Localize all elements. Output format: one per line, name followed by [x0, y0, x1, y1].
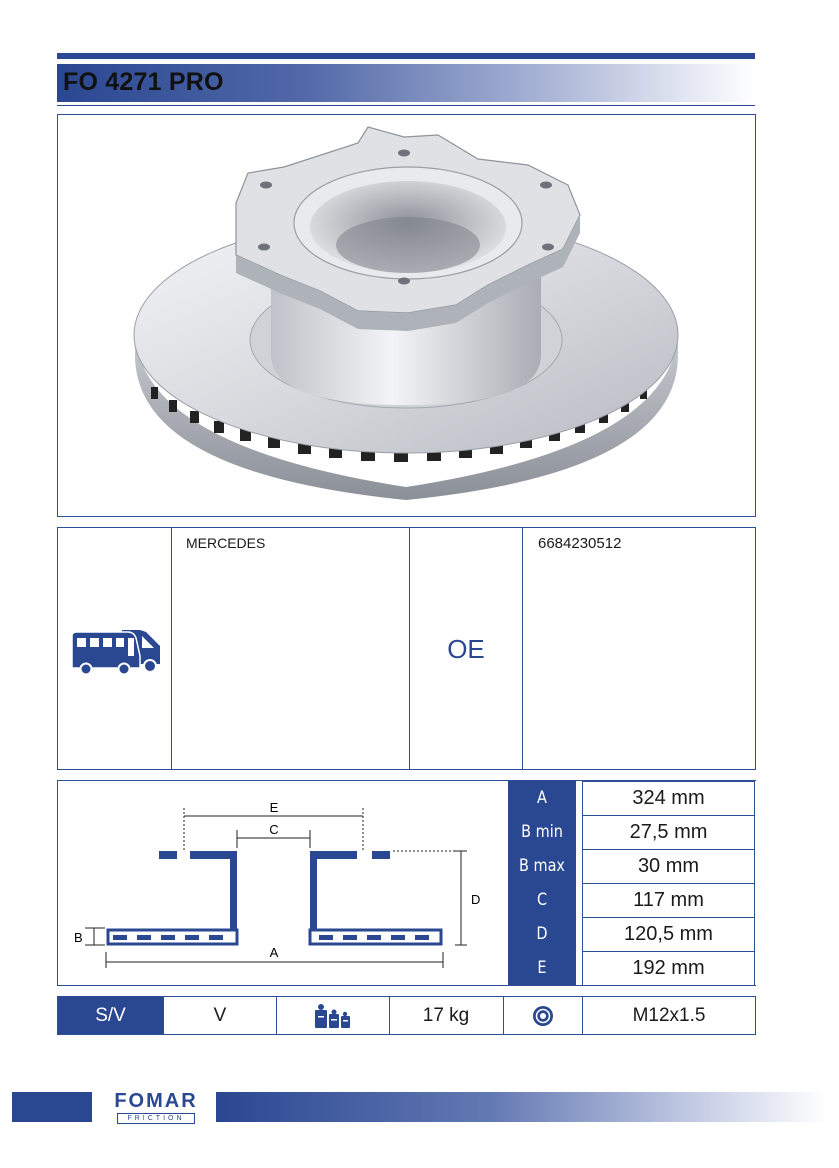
- bus-truck-icon: [70, 626, 164, 681]
- brake-disc-image: [58, 115, 755, 516]
- label-c: C: [269, 822, 279, 837]
- dim-label-b-max: B max: [508, 849, 576, 883]
- weights-icon: [277, 997, 389, 1034]
- product-image-frame: [57, 114, 756, 517]
- oe-number: 6684230512: [538, 535, 622, 552]
- vehicle-make: MERCEDES: [186, 535, 266, 551]
- label-d: D: [471, 892, 481, 907]
- cross-section-drawing: [57, 780, 502, 986]
- thread-value: M12x1.5: [632, 1004, 706, 1026]
- dim-label-d: D: [508, 917, 576, 951]
- brand-name: FOMAR: [114, 1090, 198, 1112]
- weight-value: 17 kg: [422, 1004, 470, 1026]
- header-top-bar: [57, 53, 755, 59]
- type-value: V: [213, 1004, 227, 1026]
- dim-value-b-min: 27,5 mm: [582, 815, 755, 849]
- dim-value-c: 117 mm: [582, 883, 755, 917]
- brand-sub: FRICTION: [117, 1113, 195, 1124]
- specs-row: [57, 996, 756, 1035]
- oe-label: OE: [447, 634, 485, 664]
- brand-logo: [100, 1090, 212, 1124]
- title-underline: [57, 105, 755, 106]
- dim-label-b-min: B min: [508, 815, 576, 849]
- footer-band: [12, 1092, 827, 1122]
- dim-value-b-max: 30 mm: [582, 849, 755, 883]
- dim-value-e: 192 mm: [582, 951, 755, 986]
- dim-label-a: A: [508, 781, 576, 815]
- label-e: E: [269, 800, 279, 815]
- product-code: FO 4271 PRO: [63, 68, 224, 96]
- dim-label-c: C: [508, 883, 576, 917]
- dim-value-d: 120,5 mm: [582, 917, 755, 951]
- application-box: [57, 527, 756, 770]
- dim-value-a: 324 mm: [582, 781, 755, 815]
- label-a: A: [269, 945, 279, 960]
- dim-label-e: E: [508, 951, 576, 985]
- bolt-thread-icon: [504, 997, 582, 1034]
- type-label: S/V: [58, 997, 163, 1034]
- label-b: B: [74, 930, 83, 945]
